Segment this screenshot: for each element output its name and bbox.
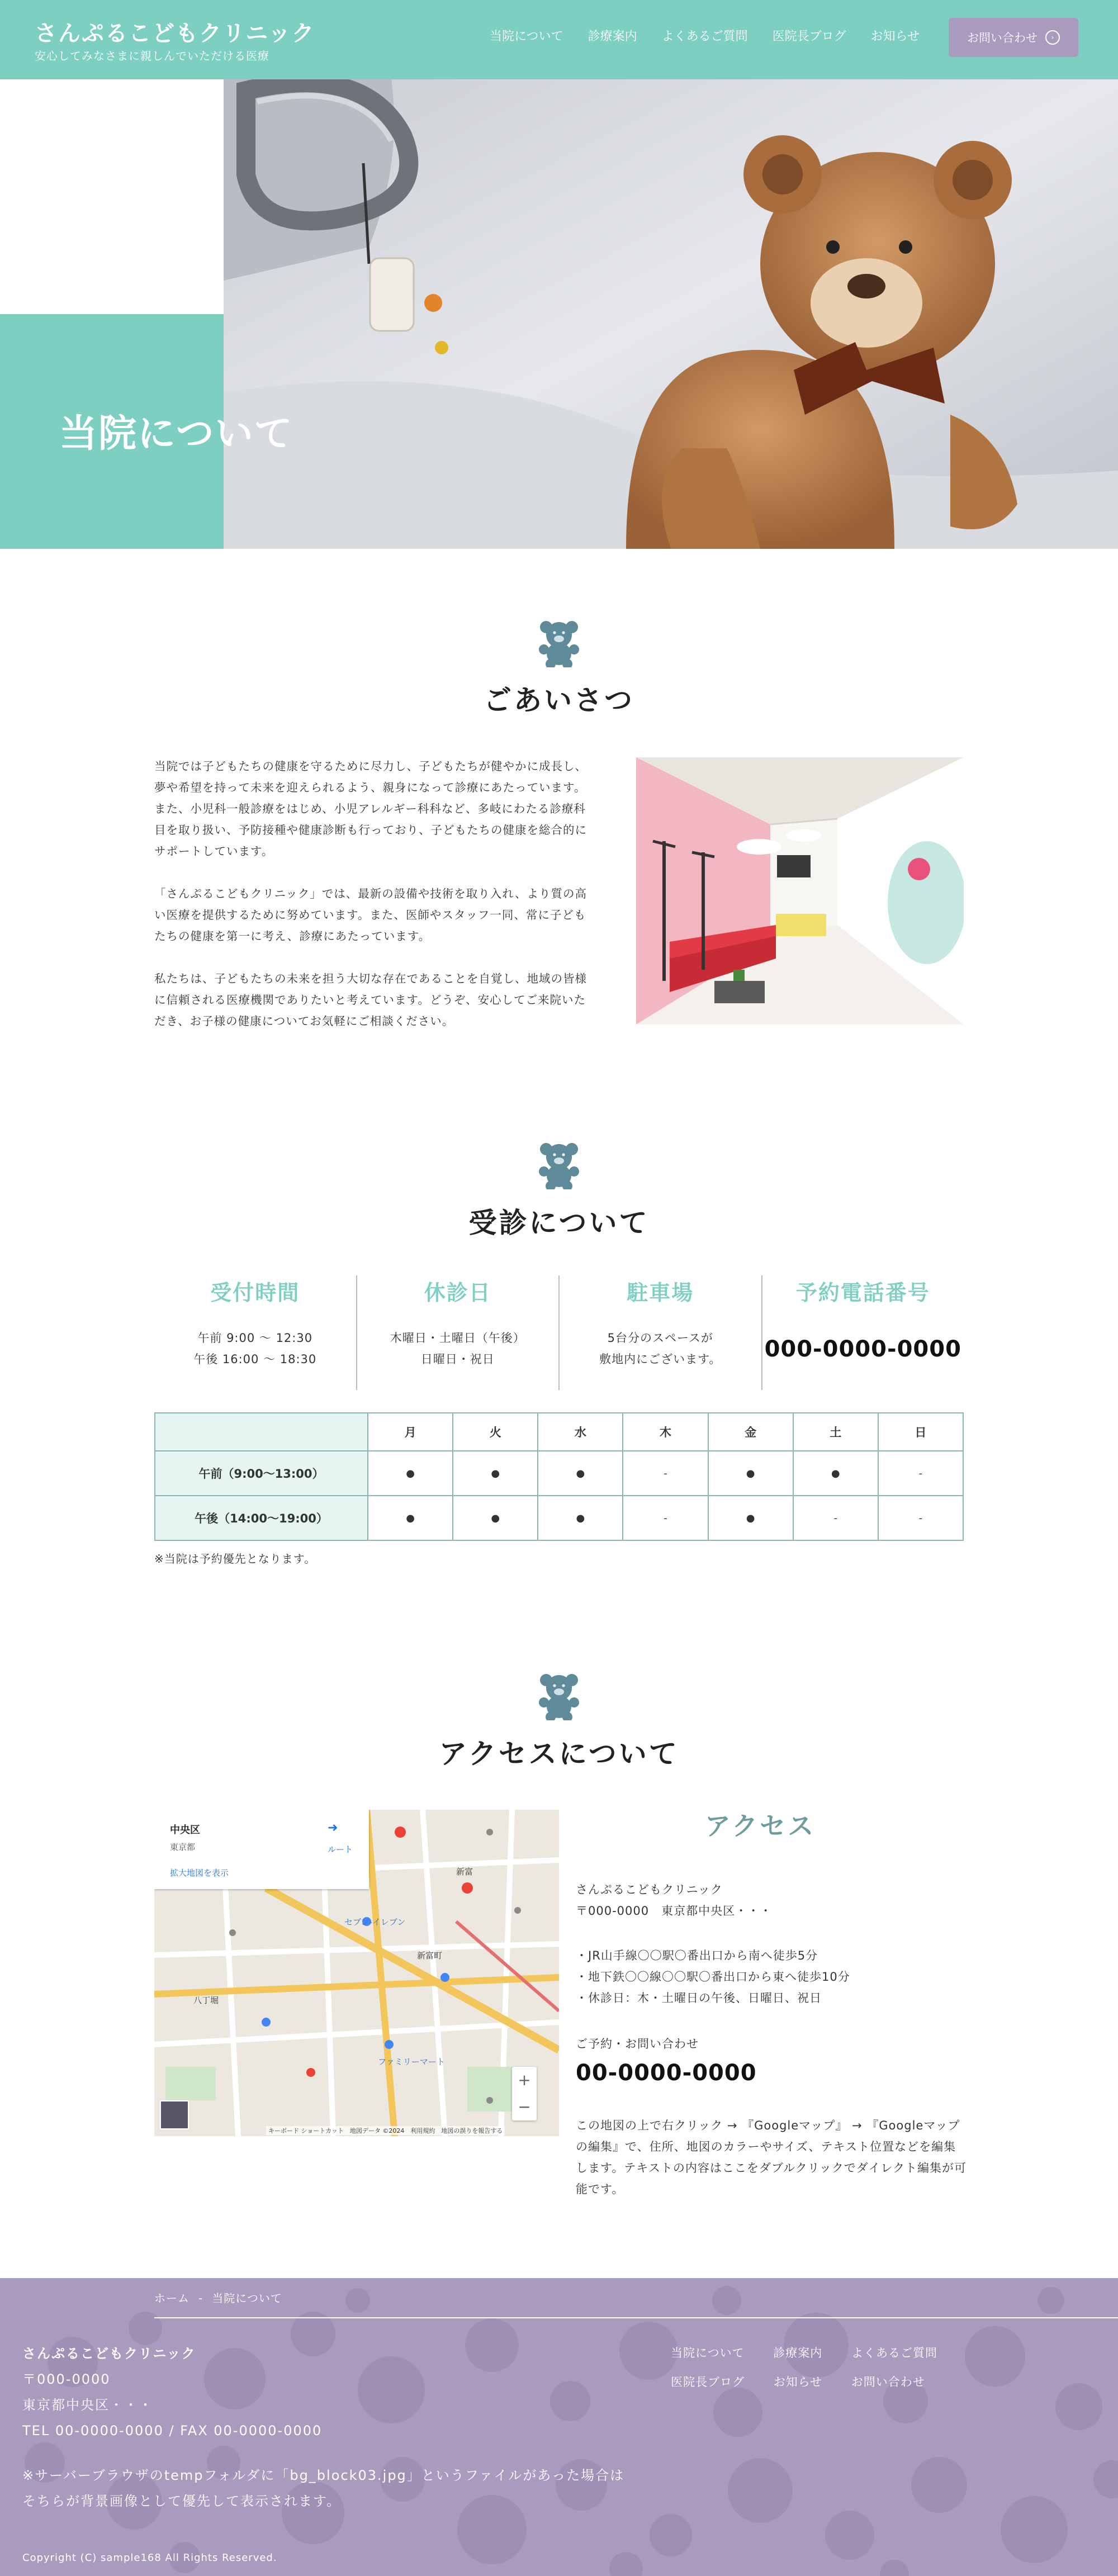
google-map[interactable] [154,1810,559,2136]
footer-nav-faq[interactable]: よくあるご質問 [851,2346,937,2360]
bear-icon [534,1670,584,1720]
day-header: 水 [538,1413,623,1451]
schedule-table [154,1412,964,1541]
schedule-cell: ● [538,1451,623,1496]
schedule-cell: - [878,1451,963,1496]
info-line: 5台分のスペースが [607,1331,713,1345]
footer-nav-news[interactable]: お知らせ [773,2375,823,2389]
map-place-name: 中央区 [170,1824,200,1836]
section-title-access: アクセスについて [439,1738,679,1770]
directions-icon[interactable]: ➜ [328,1821,338,1835]
info-heading: 駐車場 [627,1280,694,1305]
day-header: 日 [878,1413,963,1451]
greeting-paragraph: 「さんぷるこどもクリニック」では、最新の設備や技術を取り入れ、より質の高い医療を提供するために努めています。また、医師やスタッフ一同、常に子どもたちの健康を第一に考え、診療にあたっています。 [154,887,587,943]
info-col-parking [560,1275,762,1390]
day-header: 金 [708,1413,793,1451]
footer-clinic-info [22,2341,322,2444]
footer-nav-contact[interactable]: お問い合わせ [851,2375,925,2389]
site-header [0,0,1118,79]
map-place-sub: 東京都 [170,1842,196,1852]
breadcrumb-current: 当院について [212,2292,282,2305]
nav-item-blog[interactable]: 医院長ブログ [772,30,846,44]
hero-image-teddy-bear [224,79,1118,549]
greeting-text [154,756,593,1053]
list-item: ・ 休診日：木・土曜日の午後、日曜日、祝日 [576,1987,967,2009]
map-edit-description: この地図の上で右クリック → 『Googleマップ』 → 『Googleマップの編集』で、住所、地図のカラーやサイズ、テキスト位置などを編集します。テキストの内容はここをダブルクリックでダイレクト編集が可能です。 [576,2119,967,2196]
day-header: 木 [623,1413,708,1451]
contact-label: ご予約・お問い合わせ [576,2037,699,2051]
page-title: 当院について [59,412,293,456]
schedule-cell: ● [368,1451,453,1496]
contact-phone[interactable]: 00-0000-0000 [576,2060,757,2086]
schedule-cell: ● [368,1496,453,1540]
bear-icon [534,1139,584,1189]
contact-button-label: お問い合わせ [967,31,1038,45]
nav-item-about[interactable]: 当院について [490,30,563,44]
map-enlarge-link[interactable]: 拡大地図を表示 [170,1868,229,1878]
section-title-greeting: ごあいさつ [484,684,634,717]
schedule-cell: - [623,1496,708,1540]
breadcrumb-home[interactable]: ホーム [154,2292,190,2305]
info-line: 午前 9:00 〜 12:30 [197,1331,313,1345]
reservation-note: ※当院は予約優先となります。 [154,1552,316,1565]
footer-address: 東京都中央区・・・ [22,2397,153,2413]
breadcrumb: ホーム - 当院について [154,2292,282,2305]
info-heading: 休診日 [424,1280,491,1305]
table-row [155,1451,963,1496]
info-col-closed-days [357,1275,560,1390]
footer-nav-about[interactable]: 当院について [671,2346,745,2360]
day-header: 火 [453,1413,538,1451]
waiting-room-photo [636,757,964,1024]
info-col-reception-hours [154,1275,357,1390]
info-heading: 受付時間 [210,1280,300,1305]
schedule-cell: ● [453,1451,538,1496]
nav-item-news[interactable]: お知らせ [870,30,920,44]
day-header: 月 [368,1413,453,1451]
footer-notice [22,2463,624,2514]
schedule-cell: ● [708,1496,793,1540]
access-info [576,1879,967,2200]
visit-info-columns [154,1275,964,1390]
zoom-in-button[interactable]: + [518,2071,531,2089]
map-label: ファミリーマート [378,2057,445,2067]
greeting-paragraph: 私たちは、子どもたちの未来を担う大切な存在であることを自覚し、地域の皆様に信頼される医療機関でありたいと考えています。どうぞ、安心してご来院いただき、お子様の健康についてお気軽にご相談ください。 [154,972,587,1028]
info-line: 木曜日・土曜日（午後） [390,1331,525,1345]
map-route-link[interactable]: ルート [328,1844,353,1854]
list-item: ・ JR山手線〇〇駅〇番出口から南へ徒歩5分 [576,1945,967,1966]
schedule-cell: ● [793,1451,878,1496]
schedule-cell: - [623,1451,708,1496]
copyright: Copyright (C) sample168 All Rights Reserved. [22,2552,277,2564]
site-footer [0,2278,1118,2576]
clinic-name: さんぷるこどもクリニック [576,1883,723,1896]
table-header-row [155,1413,963,1451]
hero [0,79,1118,549]
site-title[interactable]: さんぷるこどもクリニック [35,21,315,46]
row-label: 午後（14:00〜19:00） [155,1496,368,1540]
list-item: ・ 地下鉄〇〇線〇〇駅〇番出口から東へ徒歩10分 [576,1966,967,1987]
contact-button[interactable] [949,18,1078,57]
reservation-phone[interactable]: 000-0000-0000 [764,1336,961,1362]
access-list [576,1945,967,2009]
schedule-cell: - [793,1496,878,1540]
row-label: 午前（9:00〜13:00） [155,1451,368,1496]
bear-icon [534,617,584,667]
site-tagline: 安心してみなさまに親しんでいただける医療 [35,49,269,63]
day-header: 土 [793,1413,878,1451]
map-label: 新富 [456,1867,473,1877]
footer-divider [154,2317,1118,2318]
table-row [155,1496,963,1540]
map-attribution: キーボード ショートカット 地図データ ©2024 利用規約 地図の誤りを報告する [266,2126,505,2135]
info-col-reservation-phone [762,1275,964,1390]
schedule-cell: ● [538,1496,623,1540]
info-line: 敷地内にございます。 [599,1353,722,1366]
satellite-toggle[interactable] [160,2100,189,2129]
nav-item-medical[interactable]: 診療案内 [588,30,637,44]
map-label: 新富町 [417,1951,443,1961]
section-title-visit: 受診について [468,1207,650,1239]
nav-item-faq[interactable]: よくあるご質問 [661,30,748,44]
greeting-paragraph: 当院では子どもたちの健康を守るために尽力し、子どもたちが健やかに成長し、夢や希望を持って未来を迎えられるよう、親身になって診療にあたっています。また、小児科一般診療をはじめ、小児アレルギー科科など、多岐にわたる診療科目を取り扱い、予防接種や健康診断も行っており、子どもたちの健康を総合的にサポートしています。 [154,760,587,858]
clinic-address: 〒000-0000 東京都中央区・・・ [576,1904,773,1918]
map-zoom-controls [512,2067,537,2120]
access-subtitle: アクセス [704,1811,816,1841]
chevron-right-icon: › [1045,30,1060,45]
footer-notice-line: そちらが背景画像として優先して表示されます。 [22,2493,342,2509]
footer-clinic-name: さんぷるこどもクリニック [22,2346,196,2361]
footer-nav-medical[interactable]: 診療案内 [773,2346,823,2360]
footer-nav-blog[interactable]: 医院長ブログ [671,2375,745,2389]
map-info-card [154,1810,369,1889]
info-line: 午後 16:00 〜 18:30 [193,1353,317,1366]
footer-postal: 〒000-0000 [22,2371,111,2387]
global-nav [490,27,944,44]
table-corner [155,1413,368,1451]
zoom-out-button[interactable]: − [518,2098,531,2116]
footer-notice-line: ※サーバーブラウザのtempフォルダに「bg_block03.jpg」というファイルがあった場合は [22,2468,625,2483]
schedule-cell: ● [453,1496,538,1540]
footer-nav [671,2344,1062,2402]
schedule-cell: ● [708,1451,793,1496]
info-line: 日曜日・祝日 [420,1353,495,1366]
schedule-cell: - [878,1496,963,1540]
map-label: 八丁堀 [193,1995,219,2005]
footer-tel: TEL 00-0000-0000 / FAX 00-0000-0000 [22,2423,323,2439]
info-heading: 予約電話番号 [795,1280,930,1305]
map-label: セブン-イレブン [344,1917,406,1927]
